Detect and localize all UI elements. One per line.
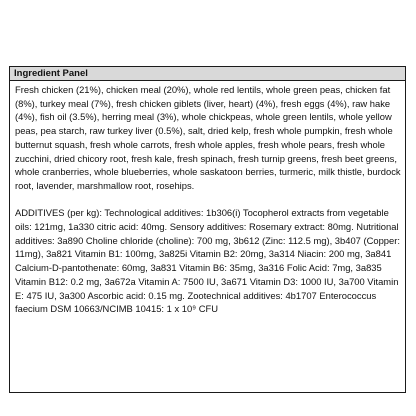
- additives-text: ADDITIVES (per kg): Technological additives: 1b306(i) Tocopherol extracts from vegetable oils: 121mg, 1a330 citric acid: 40mg. Sensory additives: Rosemary extract: 80mg. Nutritional additives: 3a890 Choline chloride (choline): 700 mg, 3b612 (Zinc: 112.5 mg), 3b407 (Copper: 11mg), 3a821 Vitamin B1: 100mg, 3a825i Vitamin B2: 20mg, 3a314 Niacin: 200 mg, 3a841 Calcium-D-pantothenate: 60mg, 3a831 Vitamin B6: 35mg, 3a316 Folic Acid: 7mg, 3a835 Vitamin B12: 0.2 mg, 3a672a Vitamin A: 7500 IU, 3a671 Vitamin D3: 1000 IU, 3a700 Vitamin E: 475 IU, 3a300 Ascorbic acid: 0.15 mg. Zootechnical additives: 4b1707 Enterococcus faecium DSM 10663/NCIMB 10415: 1 x 10⁹ CFU: [15, 207, 400, 315]
- panel-title: Ingredient Panel: [10, 67, 405, 81]
- ingredient-panel: [9, 66, 406, 393]
- panel-body: [15, 83, 401, 316]
- ingredients-text: Fresh chicken (21%), chicken meal (20%), whole red lentils, whole green peas, chicken fat (8%), turkey meal (7%), fresh chicken giblets (liver, heart) (4%), fresh eggs (4%), raw hake (4%), fish oil (3.5%), herring meal (3%), whole chickpeas, whole green lentils, whole yellow peas, pea starch, raw turkey liver (0.5%), salt, dried kelp, fresh whole pumpkin, fresh whole butternut squash, fresh whole carrots, fresh whole apples, fresh whole pears, fresh whole zucchini, dried chicory root, fresh kale, fresh spinach, fresh turnip greens, fresh beet greens, whole cranberries, whole blueberries, whole saskatoon berries, turmeric, milk thistle, burdock root, lavender, marshmallow root, rosehips.: [15, 84, 401, 191]
